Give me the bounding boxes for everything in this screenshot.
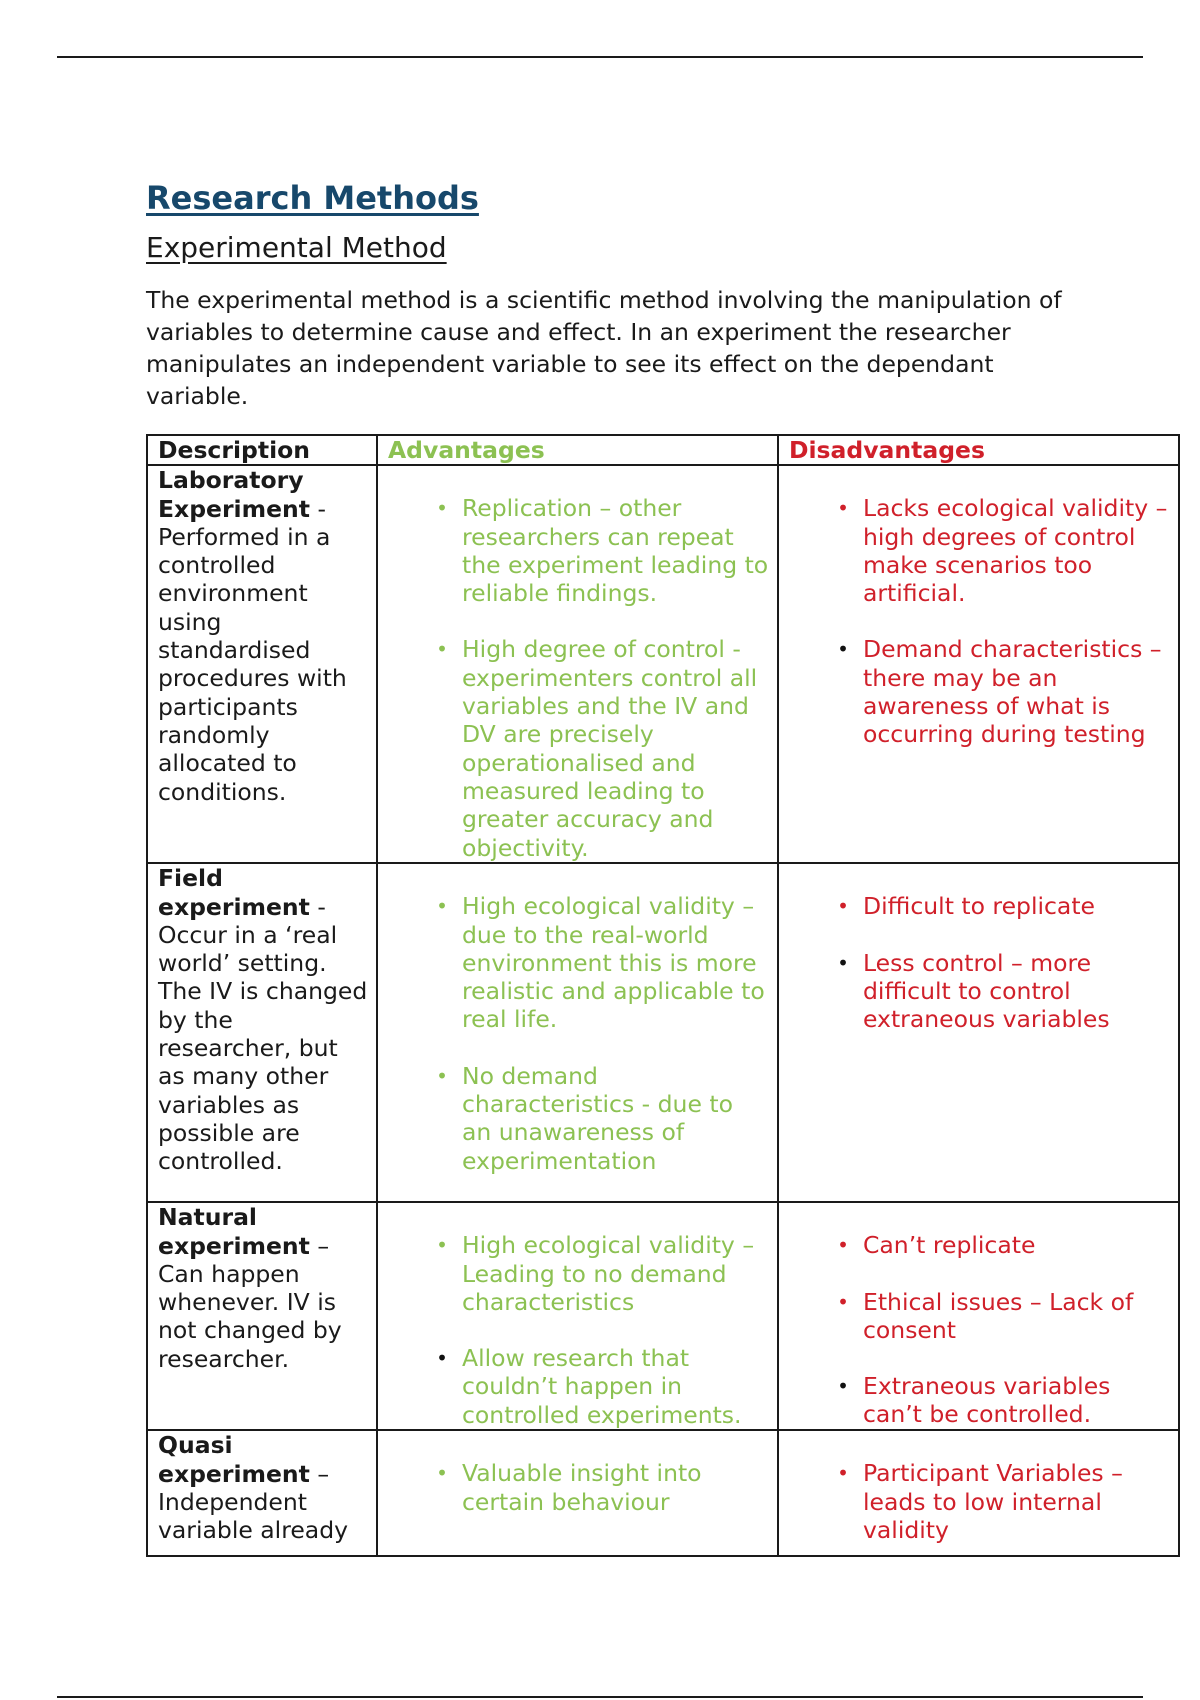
disadvantages-list (789, 494, 1170, 748)
method-description: Can happen whenever. IV is not changed by researcher. (158, 1259, 342, 1373)
footer-rule (57, 1696, 1143, 1698)
bullet-icon: • (436, 496, 448, 521)
method-description: Performed in a controlled environment using standardised procedures with participants randomly allocated to conditions. (158, 522, 347, 806)
bullet-icon: • (837, 1289, 849, 1314)
methods-table (146, 434, 1180, 1557)
name-separator: - (309, 892, 326, 921)
list-item (789, 949, 1170, 1034)
disadvantages-point-text: Ethical issues – Lack of consent (863, 1287, 1134, 1344)
list-item (388, 635, 769, 861)
disadvantages-cell (778, 1430, 1179, 1556)
list-item (789, 1288, 1170, 1345)
name-separator: - (310, 494, 326, 523)
name-separator: – (309, 1459, 330, 1488)
section-subtitle: Experimental Method (146, 231, 447, 264)
list-item (789, 892, 1170, 920)
list-item (789, 1459, 1170, 1544)
bullet-icon: • (436, 1461, 448, 1486)
disadvantages-point-text: Participant Variables – leads to low internal validity (863, 1459, 1123, 1544)
bullet-icon: • (837, 894, 849, 919)
advantages-point-text: Replication – other researchers can repeat the experiment leading to reliable findings. (462, 494, 769, 608)
advantages-point-text: High ecological validity – Leading to no demand characteristics (462, 1231, 755, 1316)
table-row (147, 863, 1179, 1202)
bullet-icon: • (436, 894, 448, 919)
intro-paragraph: The experimental method is a scientific method involving the manipulation of variables to determine cause and effect. In an experiment the researcher manipulates an independent variable to see its effect on the dependant variable. (146, 286, 1062, 410)
advantages-point-text: High degree of control - experimenters control all variables and the IV and DV are precisely operationalised and measured leading to greater accuracy and objectivity. (462, 635, 758, 862)
list-item (789, 635, 1170, 748)
bullet-icon: • (436, 1233, 448, 1258)
header-disadvantages: Disadvantages (778, 435, 1179, 465)
list-item (789, 494, 1170, 607)
advantages-list (388, 1231, 769, 1429)
method-description: Independent variable already (158, 1487, 349, 1545)
description-cell (147, 1202, 377, 1430)
bullet-icon: • (837, 1233, 849, 1258)
bullet-icon: • (837, 1374, 849, 1399)
bullet-icon: • (436, 1063, 448, 1088)
header-rule (57, 56, 1143, 58)
list-item (388, 1062, 769, 1175)
advantages-cell (377, 863, 778, 1202)
advantages-list (388, 892, 769, 1175)
disadvantages-point-text: Less control – more difficult to control extraneous variables (863, 948, 1110, 1034)
disadvantages-point-text: Lacks ecological validity – high degrees of control make scenarios too artificial. (863, 494, 1168, 608)
description-cell (147, 863, 377, 1202)
method-description: Occur in a ‘real world’ setting. The IV is changed by the researcher, but as many other variables as possible are controlled. (158, 920, 368, 1176)
advantages-cell (377, 465, 778, 863)
header-description: Description (147, 435, 377, 465)
advantages-point-text: High ecological validity – due to the real-world environment this is more realistic and applicable to real life. (462, 892, 765, 1034)
disadvantages-point-text: Extraneous variables can’t be controlled. (863, 1372, 1111, 1429)
disadvantages-point-text: Demand characteristics – there may be an awareness of what is occurring during testing (863, 635, 1162, 749)
disadvantages-cell (778, 863, 1179, 1202)
list-item (388, 892, 769, 1033)
description-cell (147, 465, 377, 863)
advantages-point-text: Valuable insight into certain behaviour (462, 1459, 702, 1516)
disadvantages-list (789, 1231, 1170, 1428)
bullet-icon: • (837, 950, 849, 975)
list-item (388, 1344, 769, 1429)
bullet-icon: • (837, 496, 849, 521)
table-header-row (147, 435, 1179, 465)
bullet-icon: • (837, 637, 849, 662)
bullet-icon: • (837, 1461, 849, 1486)
name-separator: – (309, 1231, 330, 1260)
method-name: Natural experiment (158, 1203, 310, 1260)
advantages-list (388, 1459, 769, 1516)
disadvantages-list (789, 1459, 1170, 1544)
advantages-list (388, 494, 769, 862)
advantages-point-text: No demand characteristics - due to an unawareness of experimentation (462, 1061, 733, 1175)
list-item (388, 1231, 769, 1316)
bullet-icon: • (436, 637, 448, 662)
list-item (388, 1459, 769, 1516)
disadvantages-point-text: Can’t replicate (863, 1231, 1036, 1260)
disadvantages-cell (778, 465, 1179, 863)
table-row (147, 1430, 1179, 1556)
table-row (147, 465, 1179, 863)
page-title: Research Methods (146, 179, 479, 217)
advantages-cell (377, 1430, 778, 1556)
table-row (147, 1202, 1179, 1430)
method-name: Quasi experiment (158, 1431, 310, 1488)
disadvantages-cell (778, 1202, 1179, 1430)
disadvantages-list (789, 892, 1170, 1033)
list-item (789, 1231, 1170, 1259)
list-item (388, 494, 769, 607)
list-item (789, 1372, 1170, 1429)
method-name: Field experiment (158, 864, 310, 921)
disadvantages-point-text: Difficult to replicate (863, 892, 1096, 921)
advantages-cell (377, 1202, 778, 1430)
description-cell (147, 1430, 377, 1556)
header-advantages: Advantages (377, 435, 778, 465)
method-name: Laboratory Experiment (158, 466, 311, 523)
bullet-icon: • (436, 1346, 448, 1371)
advantages-point-text: Allow research that couldn’t happen in controlled experiments. (462, 1344, 742, 1429)
